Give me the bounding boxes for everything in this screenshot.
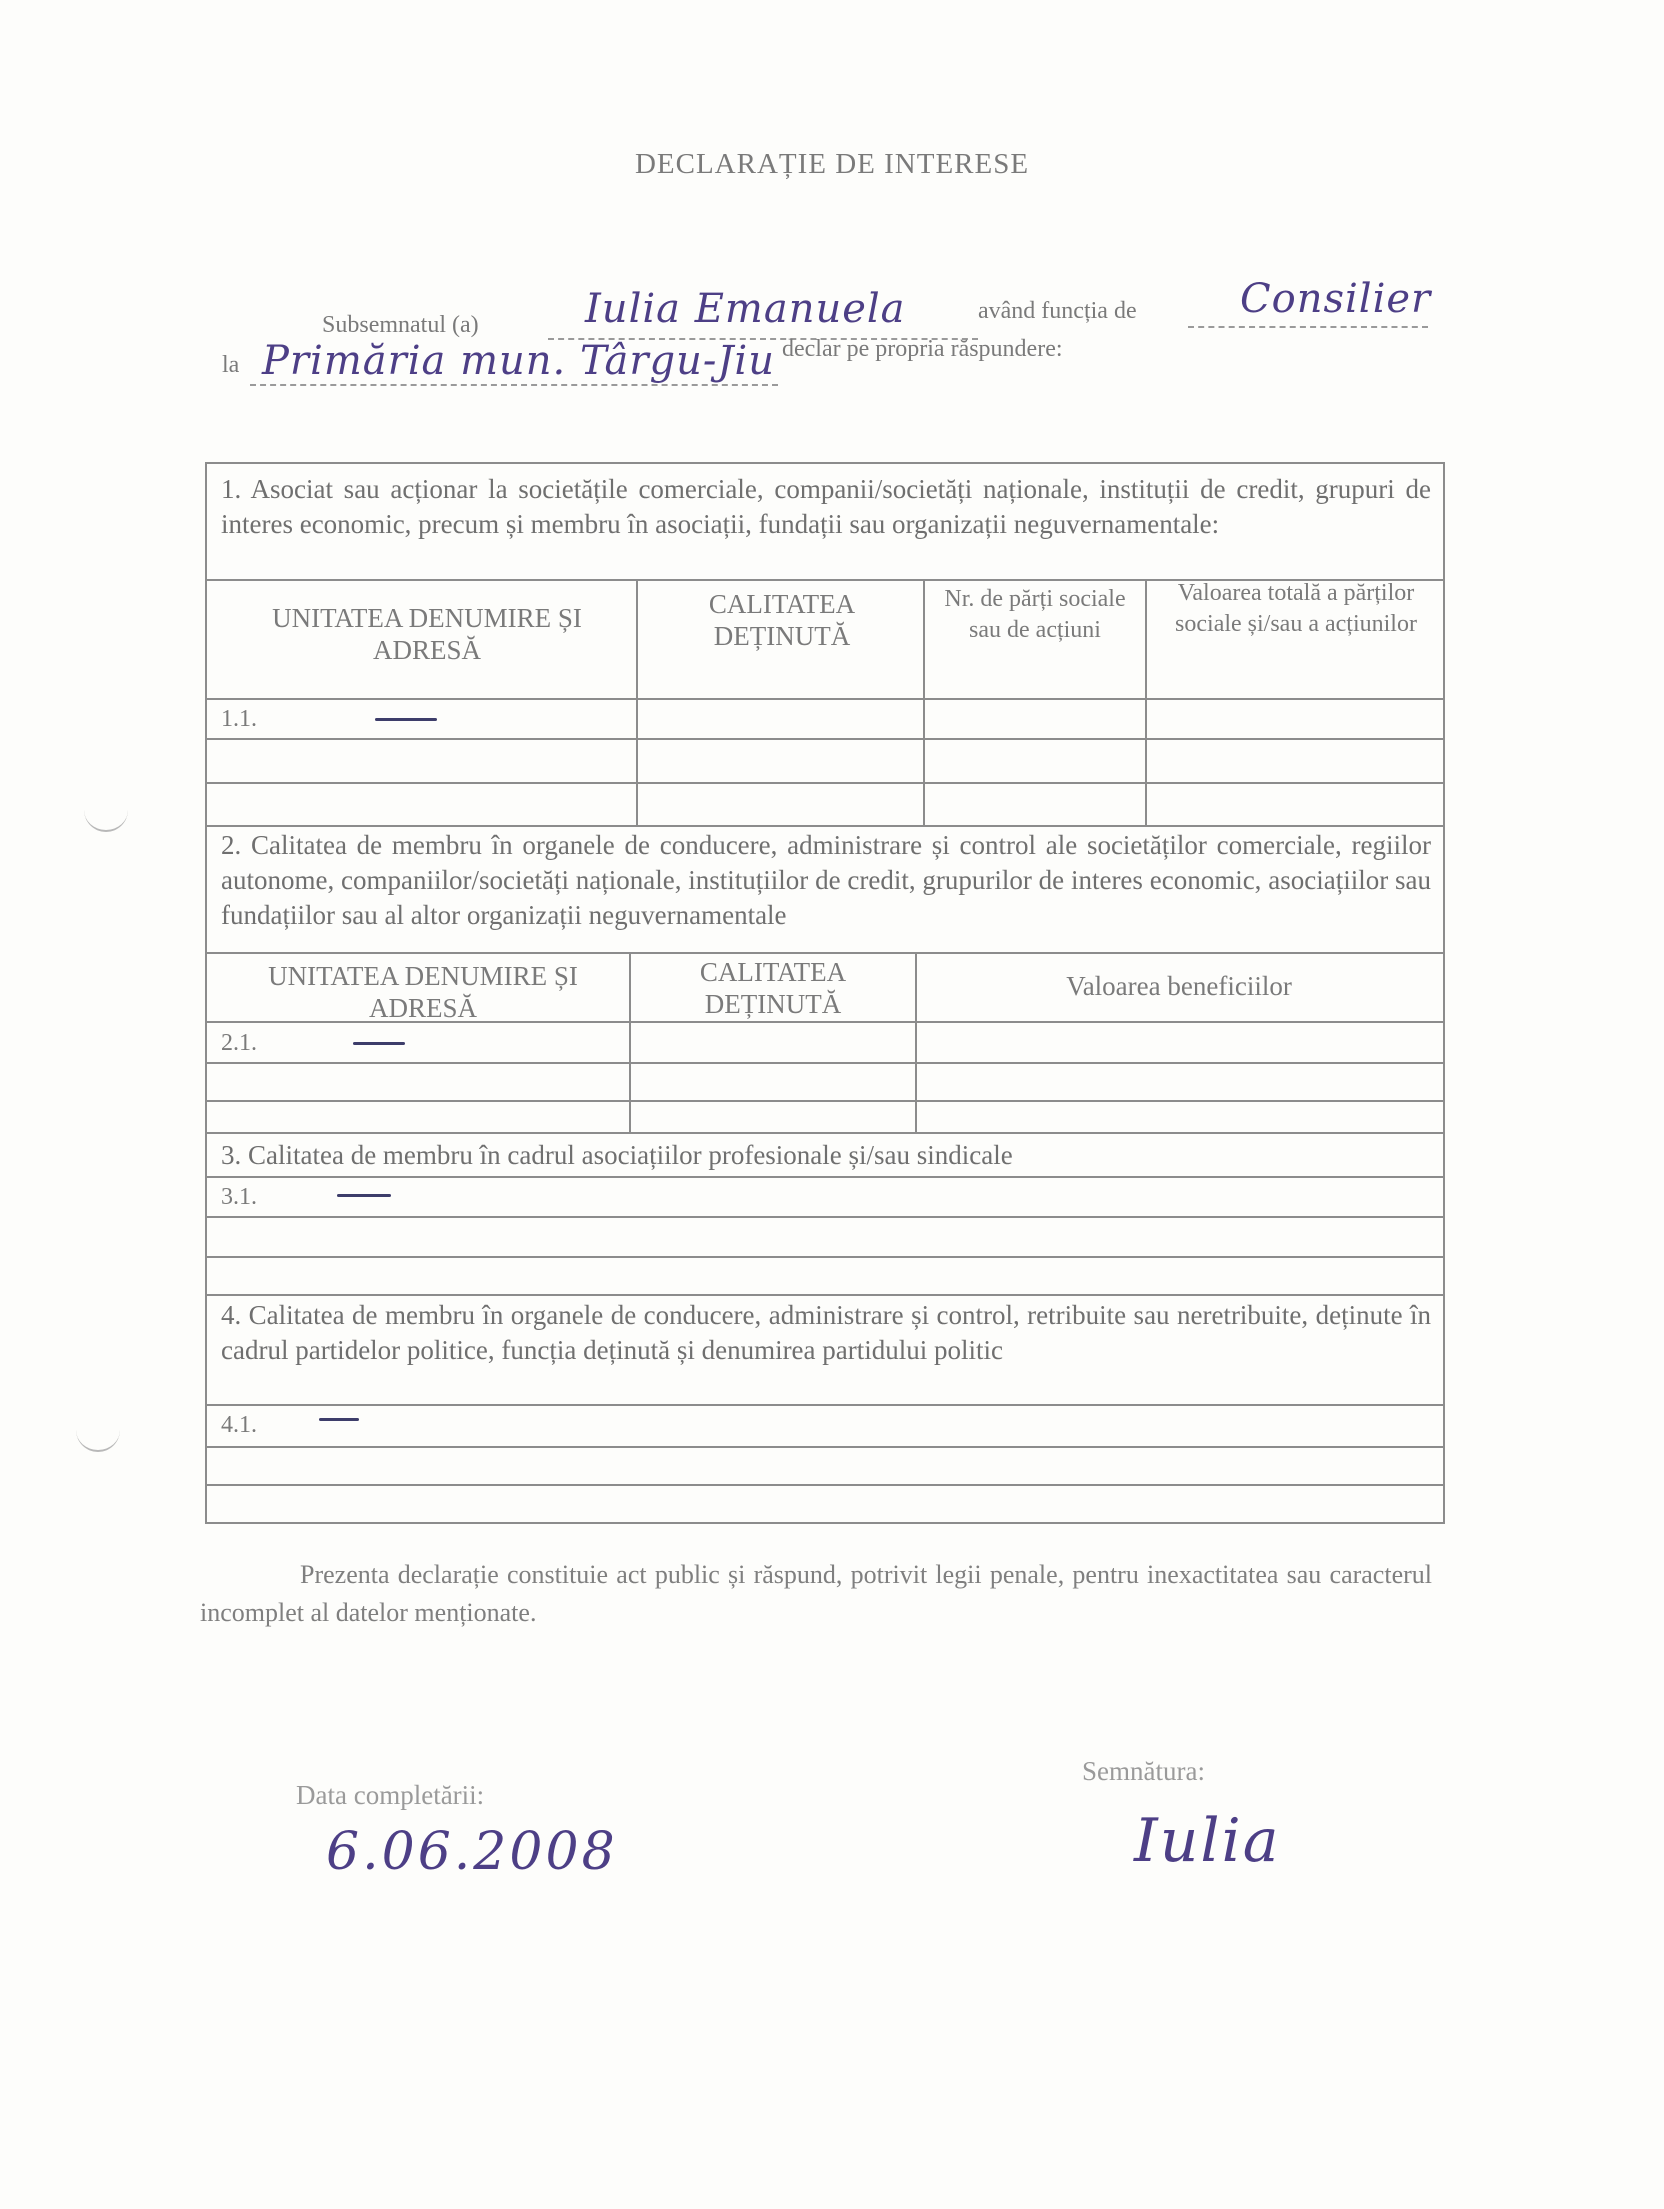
section3-top-rule — [207, 1132, 1445, 1134]
label-la: la — [222, 352, 240, 378]
document-title: DECLARAȚIE DE INTERESE — [634, 148, 1030, 180]
row-3-1-dash-mark — [337, 1194, 391, 1197]
section3-row-rule — [207, 1176, 1445, 1178]
binder-hole — [76, 1428, 120, 1452]
section4-text: 4. Calitatea de membru în organele de conducere, administrare și control, retribuite sau neretribuite, deținute în cadrul partidelor politice, funcția deținută și denumirea partidului politic — [221, 1300, 1431, 1365]
section1-row-rule — [207, 738, 1445, 740]
section2-top-rule — [207, 825, 1445, 827]
section1-col-rule — [923, 579, 925, 825]
section4-row-rule — [207, 1446, 1445, 1448]
institution-underline — [250, 384, 778, 386]
section3-row-rule — [207, 1216, 1445, 1218]
section4-row-rule — [207, 1484, 1445, 1486]
section2-text: 2. Calitatea de membru în organele de conducere, administrare și control ale societăților comerciale, regiilor autonome, companiilor/societăți naționale, instituțiilor de credit, grupurilor de interes economic, asociațiilor sau fundațiilor sau al altor organizații neguvernamentale — [221, 830, 1431, 930]
section1-col-valoarea-totala: Valoarea totală a părților sociale și/sau a acțiunilor — [1175, 580, 1417, 637]
handwritten-name: Iulia Emanuela — [585, 286, 906, 332]
section1-text: 1. Asociat sau acționar la societățile comerciale, companii/societăți naționale, instituții de credit, grupuri de interes economic, precum și membru în asociații, fundații sau organizații neguvernamentale: — [221, 474, 1431, 539]
section2-row-rule — [207, 1062, 1445, 1064]
section1-col-rule — [1145, 579, 1147, 825]
section1-col-calitatea: CALITATEA DEȚINUTĂ — [708, 589, 856, 651]
label-declar: declar pe propria răspundere: — [782, 336, 1063, 362]
section2-header-rule — [207, 952, 1445, 954]
handwritten-date: 6.06.2008 — [326, 1822, 618, 1882]
section4-row-rule — [207, 1404, 1445, 1406]
section1-col-unitatea: UNITATEA DENUMIRE ȘI ADRESĂ — [272, 603, 582, 665]
legal-statement: Prezenta declarație constituie act public și răspund, potrivit legii penale, pentru inexactitatea sau caracterul incomplet al datelor menționate. — [200, 1560, 1432, 1627]
declaration-table — [205, 462, 1445, 1524]
row-4-1-dash-mark — [319, 1418, 359, 1421]
section3-row-rule — [207, 1256, 1445, 1258]
row-1-1-dash-mark — [375, 718, 437, 721]
section2-col-rule — [915, 952, 917, 1132]
handwritten-function: Consilier — [1240, 276, 1432, 322]
section2-col-rule — [629, 952, 631, 1132]
label-avand-functia: având funcția de — [978, 298, 1137, 324]
binder-hole — [84, 808, 128, 832]
section1-row-rule — [207, 782, 1445, 784]
section1-col-rule — [636, 579, 638, 825]
section3-text: 3. Calitatea de membru în cadrul asociațiilor profesionale și/sau sindicale — [221, 1140, 1013, 1170]
row-1-1-label: 1.1. — [221, 706, 257, 732]
row-4-1-label: 4.1. — [221, 1412, 257, 1438]
section1-col-nr-parti: Nr. de părți sociale sau de acțiuni — [944, 586, 1126, 643]
section4-top-rule — [207, 1294, 1445, 1296]
handwritten-signature: Iulia — [1134, 1806, 1281, 1876]
section2-col-valoarea-beneficiilor: Valoarea beneficiilor — [1066, 971, 1292, 1001]
section2-col-unitatea: UNITATEA DENUMIRE ȘI ADRESĂ — [268, 961, 578, 1023]
row-3-1-label: 3.1. — [221, 1184, 257, 1210]
handwritten-institution: Primăria mun. Târgu-Jiu — [262, 338, 775, 384]
function-underline — [1188, 326, 1428, 328]
section2-col-calitatea: CALITATEA DEȚINUTĂ — [699, 957, 847, 1019]
section1-row-rule — [207, 698, 1445, 700]
date-label: Data completării: — [296, 1780, 485, 1810]
row-2-1-dash-mark — [353, 1042, 405, 1045]
label-subsemnatul: Subsemnatul (a) — [322, 312, 479, 338]
signature-label: Semnătura: — [1082, 1756, 1205, 1786]
row-2-1-label: 2.1. — [221, 1030, 257, 1056]
section2-row-rule — [207, 1100, 1445, 1102]
